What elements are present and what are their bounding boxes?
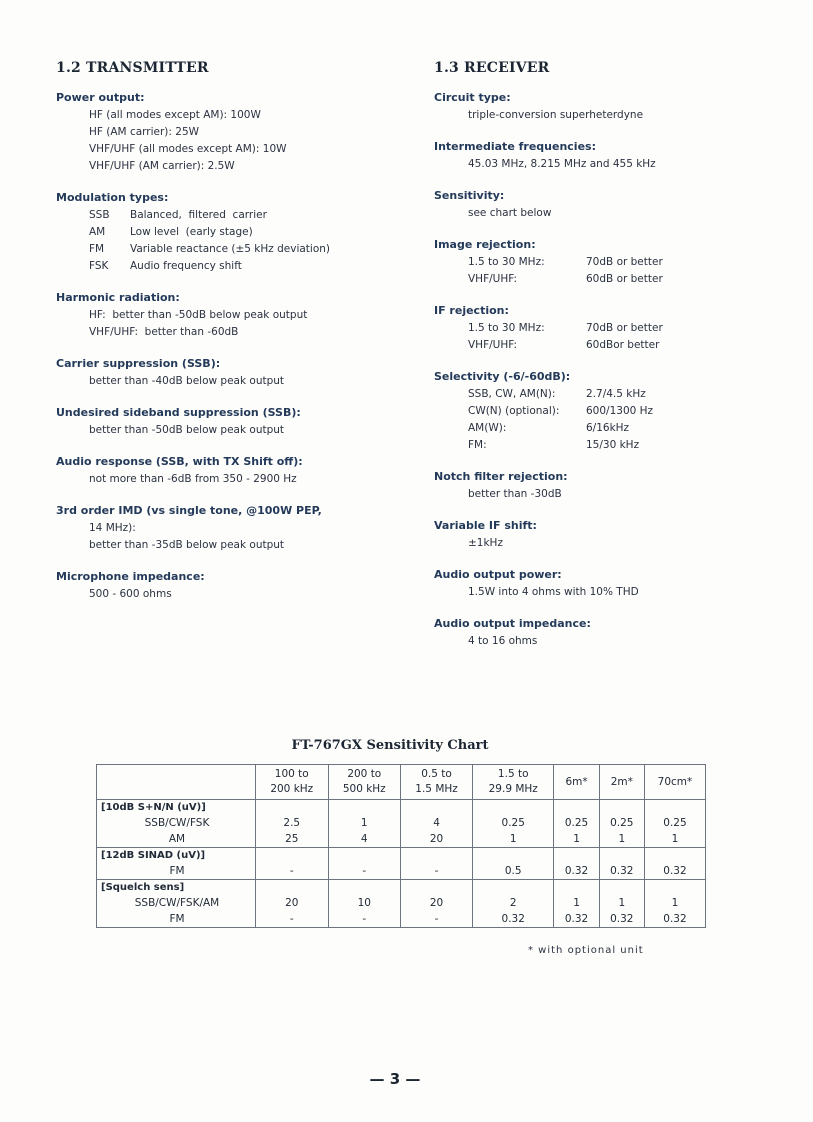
vif-title: Variable IF shift: bbox=[434, 519, 537, 532]
power-output-line: HF (AM carrier): 25W bbox=[89, 126, 200, 138]
table-row bbox=[97, 895, 706, 911]
column-header: 6m* bbox=[554, 765, 599, 800]
mic-group bbox=[56, 569, 416, 603]
modulation-item bbox=[56, 207, 416, 224]
table-cell: 25 bbox=[256, 831, 329, 848]
table-cell: - bbox=[328, 863, 401, 880]
table-cell: 2.5 bbox=[256, 815, 329, 831]
imd-line: better than -35dB below peak output bbox=[89, 539, 285, 551]
notch-group bbox=[434, 469, 774, 503]
table-row bbox=[97, 911, 706, 928]
harmonic-title: Harmonic radiation: bbox=[56, 291, 180, 304]
modulation-mode: FSK bbox=[89, 260, 109, 272]
table-cell: 0.25 bbox=[554, 815, 599, 831]
audio-imp-line: 4 to 16 ohms bbox=[468, 635, 538, 647]
audio-power-line: 1.5W into 4 ohms with 10% THD bbox=[468, 586, 639, 598]
vif-line: ±1kHz bbox=[468, 537, 503, 549]
modulation-mode: AM bbox=[89, 226, 106, 238]
column-header: 100 to 200 kHz bbox=[256, 765, 329, 800]
column-header: 2m* bbox=[599, 765, 644, 800]
table-cell: 1 bbox=[599, 831, 644, 848]
transmitter-title: 1.2 TRANSMITTER bbox=[56, 60, 209, 76]
chart-title: FT-767GX Sensitivity Chart bbox=[291, 738, 489, 753]
audio-power-title: Audio output power: bbox=[434, 568, 562, 581]
table-cell: 1 bbox=[644, 831, 705, 848]
selectivity-value: 6/16kHz bbox=[586, 422, 630, 434]
chart-footnote: * with optional unit bbox=[528, 945, 644, 956]
table-group-row bbox=[97, 880, 706, 896]
table-cell: 1 bbox=[644, 895, 705, 911]
row-label: SSB/CW/FSK/AM bbox=[97, 895, 256, 911]
table-cell: 20 bbox=[401, 895, 473, 911]
selectivity-group bbox=[434, 369, 774, 454]
table-cell: - bbox=[256, 863, 329, 880]
table-cell: 20 bbox=[401, 831, 473, 848]
image-title: Image rejection: bbox=[434, 238, 536, 251]
receiver-column bbox=[434, 60, 774, 665]
table-cell: 0.32 bbox=[644, 863, 705, 880]
table-cell: 0.5 bbox=[473, 863, 554, 880]
table-header-row bbox=[97, 765, 706, 800]
column-header: 200 to 500 kHz bbox=[328, 765, 401, 800]
sensitivity-table bbox=[96, 764, 706, 928]
table-cell: - bbox=[328, 911, 401, 928]
power-output-title: Power output: bbox=[56, 91, 145, 104]
table-cell: 4 bbox=[328, 831, 401, 848]
selectivity-key: CW(N) (optional): bbox=[468, 405, 560, 417]
table-cell: 1 bbox=[473, 831, 554, 848]
circuit-line: triple-conversion superheterdyne bbox=[468, 109, 644, 121]
modulation-title: Modulation types: bbox=[56, 191, 169, 204]
sideband-line: better than -50dB below peak output bbox=[89, 424, 285, 436]
table-cell: 1 bbox=[554, 831, 599, 848]
if-freq-group bbox=[434, 139, 774, 173]
modulation-desc: Variable reactance (±5 kHz deviation) bbox=[130, 243, 331, 255]
imd-title: 3rd order IMD (vs single tone, @100W PEP, bbox=[56, 504, 322, 517]
image-value: 70dB or better bbox=[586, 256, 663, 268]
table-cell: - bbox=[401, 911, 473, 928]
if-rej-key: 1.5 to 30 MHz: bbox=[468, 322, 545, 334]
if-rej-title: IF rejection: bbox=[434, 304, 509, 317]
power-output-line: HF (all modes except AM): 100W bbox=[89, 109, 261, 121]
page-number: — 3 — bbox=[369, 1070, 421, 1088]
column-header: 0.5 to 1.5 MHz bbox=[401, 765, 473, 800]
selectivity-title: Selectivity (-6/-60dB): bbox=[434, 370, 571, 383]
mic-title: Microphone impedance: bbox=[56, 570, 205, 583]
notch-line: better than -30dB bbox=[468, 488, 562, 500]
if-rej-value: 60dBor better bbox=[586, 339, 660, 351]
if-rej-row bbox=[434, 320, 774, 337]
audio-imp-title: Audio output impedance: bbox=[434, 617, 591, 630]
row-label: FM bbox=[97, 863, 256, 880]
imd-title-cont: 14 MHz): bbox=[89, 522, 136, 534]
table-cell: - bbox=[256, 911, 329, 928]
if-rej-row bbox=[434, 337, 774, 354]
table-cell: 4 bbox=[401, 815, 473, 831]
harmonic-line: VHF/UHF: better than -60dB bbox=[89, 326, 239, 338]
transmitter-column bbox=[56, 60, 416, 618]
selectivity-value: 2.7/4.5 kHz bbox=[586, 388, 646, 400]
table-row bbox=[97, 815, 706, 831]
sensitivity-group bbox=[434, 188, 774, 222]
receiver-title: 1.3 RECEIVER bbox=[434, 60, 550, 76]
sideband-title: Undesired sideband suppression (SSB): bbox=[56, 406, 301, 419]
selectivity-key: AM(W): bbox=[468, 422, 507, 434]
selectivity-key: FM: bbox=[468, 439, 487, 451]
selectivity-row bbox=[434, 420, 774, 437]
image-row bbox=[434, 271, 774, 288]
table-cell: 2 bbox=[473, 895, 554, 911]
table-group-row bbox=[97, 848, 706, 864]
table-cell: 1 bbox=[554, 895, 599, 911]
sensitivity-title: Sensitivity: bbox=[434, 189, 505, 202]
table-cell: 0.25 bbox=[599, 815, 644, 831]
sideband-group bbox=[56, 405, 416, 439]
table-cell: 0.32 bbox=[554, 911, 599, 928]
harmonic-group bbox=[56, 290, 416, 341]
sensitivity-line: see chart below bbox=[468, 207, 552, 219]
selectivity-row bbox=[434, 386, 774, 403]
selectivity-value: 15/30 kHz bbox=[586, 439, 640, 451]
row-label: AM bbox=[97, 831, 256, 848]
image-row bbox=[434, 254, 774, 271]
selectivity-value: 600/1300 Hz bbox=[586, 405, 654, 417]
modulation-desc: Balanced, filtered carrier bbox=[130, 209, 267, 221]
table-cell: 0.32 bbox=[599, 911, 644, 928]
modulation-desc: Audio frequency shift bbox=[130, 260, 242, 272]
notch-title: Notch filter rejection: bbox=[434, 470, 568, 483]
table-cell: - bbox=[401, 863, 473, 880]
if-rej-group bbox=[434, 303, 774, 354]
table-cell: 0.32 bbox=[599, 863, 644, 880]
audio-imp-group bbox=[434, 616, 774, 650]
circuit-title: Circuit type: bbox=[434, 91, 511, 104]
mic-line: 500 - 600 ohms bbox=[89, 588, 172, 600]
selectivity-row bbox=[434, 437, 774, 454]
row-label: SSB/CW/FSK bbox=[97, 815, 256, 831]
carrier-line: better than -40dB below peak output bbox=[89, 375, 285, 387]
if-rej-key: VHF/UHF: bbox=[468, 339, 517, 351]
table-group-row bbox=[97, 800, 706, 816]
column-header: 70cm* bbox=[644, 765, 705, 800]
modulation-desc: Low level (early stage) bbox=[130, 226, 253, 238]
modulation-item bbox=[56, 258, 416, 275]
image-key: VHF/UHF: bbox=[468, 273, 517, 285]
power-output-line: VHF/UHF (all modes except AM): 10W bbox=[89, 143, 287, 155]
selectivity-row bbox=[434, 403, 774, 420]
table-cell: 20 bbox=[256, 895, 329, 911]
group-label: [12dB SINAD (uV)] bbox=[97, 848, 256, 864]
table-cell: 10 bbox=[328, 895, 401, 911]
if-freq-line: 45.03 MHz, 8.215 MHz and 455 kHz bbox=[468, 158, 656, 170]
table-cell: 0.25 bbox=[644, 815, 705, 831]
table-row bbox=[97, 831, 706, 848]
modulation-mode: FM bbox=[89, 243, 105, 255]
modulation-group bbox=[56, 190, 416, 275]
row-label: FM bbox=[97, 911, 256, 928]
harmonic-line: HF: better than -50dB below peak output bbox=[89, 309, 308, 321]
imd-group bbox=[56, 503, 416, 554]
vif-group bbox=[434, 518, 774, 552]
power-output-line: VHF/UHF (AM carrier): 2.5W bbox=[89, 160, 235, 172]
group-label: [10dB S+N/N (uV)] bbox=[97, 800, 256, 816]
power-output-group bbox=[56, 90, 416, 175]
modulation-mode: SSB bbox=[89, 209, 110, 221]
audio-response-line: not more than -6dB from 350 - 2900 Hz bbox=[89, 473, 297, 485]
modulation-item bbox=[56, 224, 416, 241]
selectivity-key: SSB, CW, AM(N): bbox=[468, 388, 556, 400]
table-corner bbox=[97, 765, 256, 800]
audio-response-title: Audio response (SSB, with TX Shift off): bbox=[56, 455, 303, 468]
modulation-item bbox=[56, 241, 416, 258]
table-row bbox=[97, 863, 706, 880]
table-cell: 0.32 bbox=[473, 911, 554, 928]
group-label: [Squelch sens] bbox=[97, 880, 256, 896]
audio-response-group bbox=[56, 454, 416, 488]
table-cell: 1 bbox=[328, 815, 401, 831]
image-key: 1.5 to 30 MHz: bbox=[468, 256, 545, 268]
carrier-title: Carrier suppression (SSB): bbox=[56, 357, 221, 370]
image-group bbox=[434, 237, 774, 288]
table-cell: 0.25 bbox=[473, 815, 554, 831]
carrier-group bbox=[56, 356, 416, 390]
if-freq-title: Intermediate frequencies: bbox=[434, 140, 596, 153]
table-cell: 0.32 bbox=[554, 863, 599, 880]
column-header: 1.5 to 29.9 MHz bbox=[473, 765, 554, 800]
table-cell: 0.32 bbox=[644, 911, 705, 928]
audio-power-group bbox=[434, 567, 774, 601]
table-cell: 1 bbox=[599, 895, 644, 911]
if-rej-value: 70dB or better bbox=[586, 322, 663, 334]
image-value: 60dB or better bbox=[586, 273, 663, 285]
circuit-group bbox=[434, 90, 774, 124]
